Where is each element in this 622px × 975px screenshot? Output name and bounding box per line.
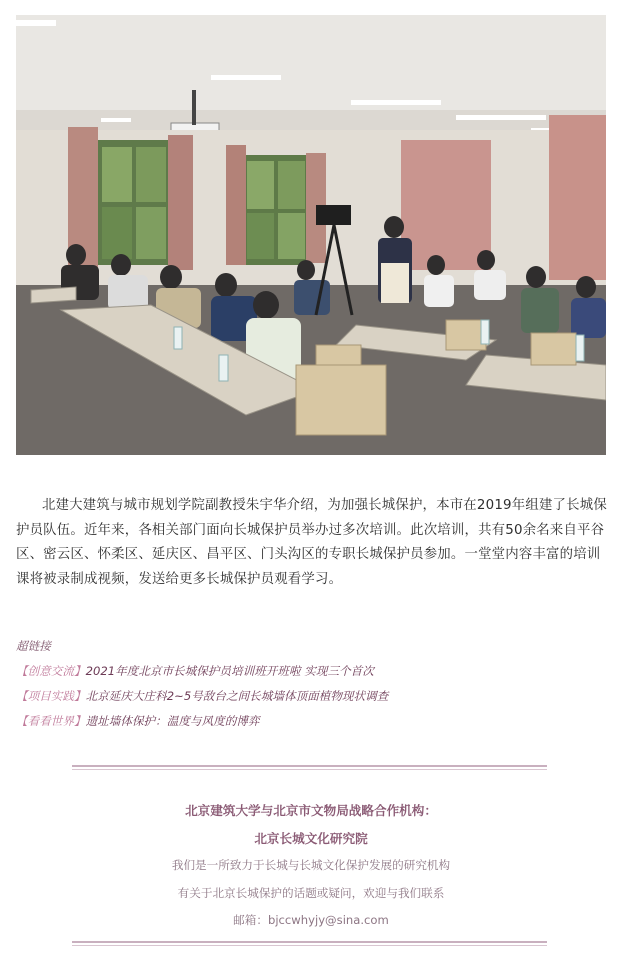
hyperlink-tag: 【看看世界】 xyxy=(16,714,86,728)
footer-partnership: 北京建筑大学与北京市文物局战略合作机构： xyxy=(185,803,437,818)
hyperlink-heading: 超链接 xyxy=(16,639,51,653)
hyperlink-title[interactable]: 遗址墙体保护：温度与风度的博弈 xyxy=(85,714,260,728)
divider-top xyxy=(72,765,547,770)
hyperlink-title[interactable]: 2021年度北京市长城保护员培训班开班啦 实现三个首次 xyxy=(85,664,374,678)
classroom-training-photo xyxy=(16,15,606,455)
hyperlink-tag: 【项目实践】 xyxy=(16,689,86,703)
hyperlink-tag: 【创意交流】 xyxy=(16,664,86,678)
footer-email: 邮箱：bjccwhyjy@sina.com xyxy=(233,913,389,927)
footer-contact-note: 有关于北京长城保护的话题或疑问，欢迎与我们联系 xyxy=(177,886,445,900)
divider-bottom xyxy=(72,941,547,946)
footer-description: 我们是一所致力于长城与长城文化保护发展的研究机构 xyxy=(171,858,451,872)
hyperlink-item-2[interactable] xyxy=(16,684,608,709)
hyperlink-item-1[interactable] xyxy=(16,659,608,684)
hyperlink-title[interactable]: 北京延庆大庄科2~5号敌台之间长城墙体顶面植物现状调查 xyxy=(85,689,389,703)
article-paragraph: 北建大建筑与城市规划学院副教授朱宇华介绍，为加强长城保护，本市在2019年组建了长城保护员队伍。近年来，各相关部门面向长城保护员举办过多次培训。此次培训，共有50余名来自平谷区、密云区、怀柔区、延庆区、昌平区、门头沟区的专职长城保护员参加。一堂堂内容丰富的培训课将被录制成视频，发送给更多长城保护员观看学习。 xyxy=(16,498,607,587)
classroom-photo-illustration xyxy=(16,15,606,455)
hyperlink-section xyxy=(16,634,608,734)
hyperlink-item-3[interactable] xyxy=(16,709,608,734)
footer-institute-name: 北京长城文化研究院 xyxy=(254,831,368,846)
